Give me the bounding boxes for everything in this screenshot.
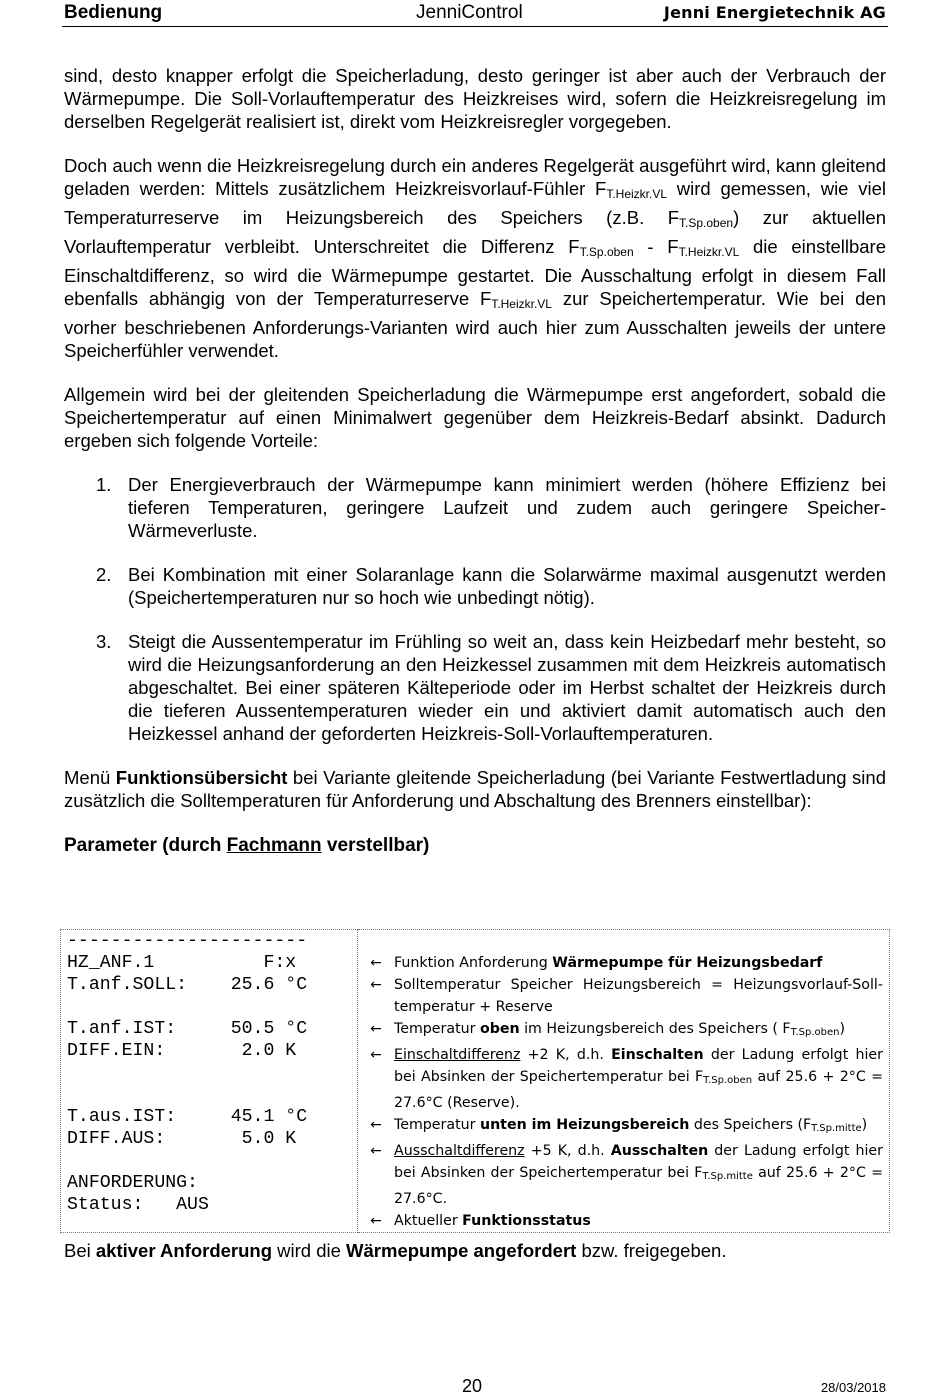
description-row: ← Temperatur oben im Heizungsbereich des Speichers ( FT.Sp.oben) (358, 1018, 889, 1044)
parameter-descriptions (358, 930, 890, 1233)
list-item: 1. Der Energieverbrauch der Wärmepumpe kann minimiert werden (höhere Effizienz bei tieferen Temperaturen, geringere Laufzeit und zudem auch geringere Speicher-Wärmeverluste. (96, 474, 886, 541)
arrow-left-icon: ← (370, 1117, 382, 1133)
display-line-t-anf-soll: T.anf.SOLL: 25.6 °C (67, 975, 308, 995)
arrow-left-icon: ← (370, 1213, 382, 1229)
description-row: ← Aktueller Funktionsstatus (358, 1210, 889, 1232)
parameter-table (60, 929, 890, 1233)
list-item: 3. Steigt die Aussentemperatur im Frühling so weit an, dass kein Heizbedarf mehr besteht, so wird die Heizungsanforderung an den Heizkessel zusammen mit dem Heizkreis automatisch abgeschaltet. Bei einer späteren Kälteperiode oder im Herbst schaltet der Heizkreis durch die tieferen Aussentemperaturen wieder ein und aktiviert damit automatisch auch den Heizkessel anhand der geforderten Heizkreis-Soll-Vorlauftemperaturen. (96, 631, 886, 744)
display-line-t-aus-ist: T.aus.IST: 45.1 °C (67, 1107, 308, 1127)
description-row: ← Funktion Anforderung Wärmepumpe für Heizungsbedarf (358, 952, 889, 974)
arrow-left-icon: ← (370, 955, 382, 971)
description-row: ← Ausschaltdifferenz +5 K, d.h. Ausschalten der Ladung erfolgt hier bei Absinken der Speichertemperatur bei FT.Sp.mitte auf 25.6 + 2°C = 27.6°C. (358, 1140, 889, 1210)
page-number: 20 (462, 1376, 483, 1396)
list-item: 2. Bei Kombination mit einer Solaranlage kann die Solarwärme maximal ausgenutzt werden (Speichertemperaturen nur so hoch wie unbedingt nötig). (96, 564, 886, 608)
arrow-left-icon: ← (370, 977, 382, 993)
paragraph-2: Doch auch wenn die Heizkreisregelung durch ein anderes Regelgerät ausgeführt wird, kann gleitend geladen werden: Mittels zusätzlichem Heizkreisvorlauf-Fühler $F_{T.Heizkr.VL}$ wird gemessen, wie viel Temperaturreserve im Heizungsbereich des Speichers (z.B. $F_{T.Sp.oben}$) zur aktuellen Vorlauftemperatur verbleibt. Unterschreitet die Differenz $F_{T.Sp.oben} - F_{T.Heizkr.VL}$ die einstellbare Einschaltdifferenz, so wird die Wärmepumpe gestartet. Die Ausschaltung erfolgt in diesem Fall ebenfalls abhängig von der Temperaturreserve $F_{T.Heizkr.VL}$ zur Speichertemperatur. Wie bei den vorher beschriebenen Anforderungs-Varianten wird auch hier zum Ausschalten jeweils der untere Speicherfühler verwendet. (64, 155, 887, 361)
paragraph-4: Menü Funktionsübersicht bei Variante gleitende Speicherladung (bei Variante Festwertladung sind zusätzlich die Solltemperaturen für Anforderung und Abschaltung des Brenners einstellbar): (64, 767, 886, 811)
arrow-left-icon: ← (370, 1143, 382, 1159)
display-line-diff-aus: DIFF.AUS: 5.0 K (67, 1129, 297, 1149)
page-header (62, 2, 888, 27)
display-line-anforderung: ANFORDERUNG: (67, 1173, 198, 1193)
header-section: Bedienung (64, 2, 163, 23)
advantages-list (64, 473, 886, 745)
body-text (64, 64, 886, 857)
description-row: ← Einschaltdifferenz +2 K, d.h. Einschalten der Ladung erfolgt hier bei Absinken der Speichertemperatur bei FT.Sp.oben auf 25.6 + 2°C = 27.6°C (Reserve). (358, 1044, 889, 1114)
display-line-diff-ein: DIFF.EIN: 2.0 K (67, 1041, 297, 1061)
arrow-left-icon: ← (370, 1047, 382, 1063)
controller-display: ---------------------- HZ_ANF.1 F:x T.anf.SOLL: 25.6 °C T.anf.IST: 50.5 °C DIFF.EIN: 2.0 K T.aus.IST: 45.1 °C DIFF.AUS: 5.0 K ANFORDERUNG: Status: AUS (61, 930, 358, 1233)
display-line-status: Status: AUS (67, 1195, 209, 1215)
header-company: Jenni Energietechnik AG (663, 3, 886, 22)
display-line-t-anf-ist: T.anf.IST: 50.5 °C (67, 1019, 308, 1039)
paragraph-1: sind, desto knapper erfolgt die Speicherladung, desto geringer ist aber auch der Verbrauch der Wärmepumpe. Die Soll-Vorlauftemperatur des Heizkreises wird, sofern die Heizkreisregelung im derselben Regelgerät realisiert ist, direkt vom Heizkreisregler vorgegeben. (64, 65, 886, 132)
arrow-left-icon: ← (370, 1021, 382, 1037)
display-line-hz-anf: HZ_ANF.1 F:x (67, 953, 297, 973)
parameter-heading: Parameter (durch Fachmann verstellbar) (64, 835, 430, 856)
paragraph-3: Allgemein wird bei der gleitenden Speicherladung die Wärmepumpe erst angefordert, sobald die Speichertemperatur auf einen Minimalwert gegenüber dem Heizkreis-Bedarf absinkt. Dadurch ergeben sich folgende Vorteile: (64, 384, 886, 451)
header-product: JenniControl (416, 2, 523, 23)
closing-sentence: Bei aktiver Anforderung wird die Wärmepumpe angefordert bzw. freigegeben. (64, 1240, 727, 1261)
description-row: ← Solltemperatur Speicher Heizungsbereich = Heizungsvorlauf-Soll-temperatur + Reserve (358, 974, 889, 1018)
document-date: 28/03/2018 (820, 1380, 886, 1395)
description-row: ← Temperatur unten im Heizungsbereich des Speichers (FT.Sp.mitte) (358, 1114, 889, 1140)
